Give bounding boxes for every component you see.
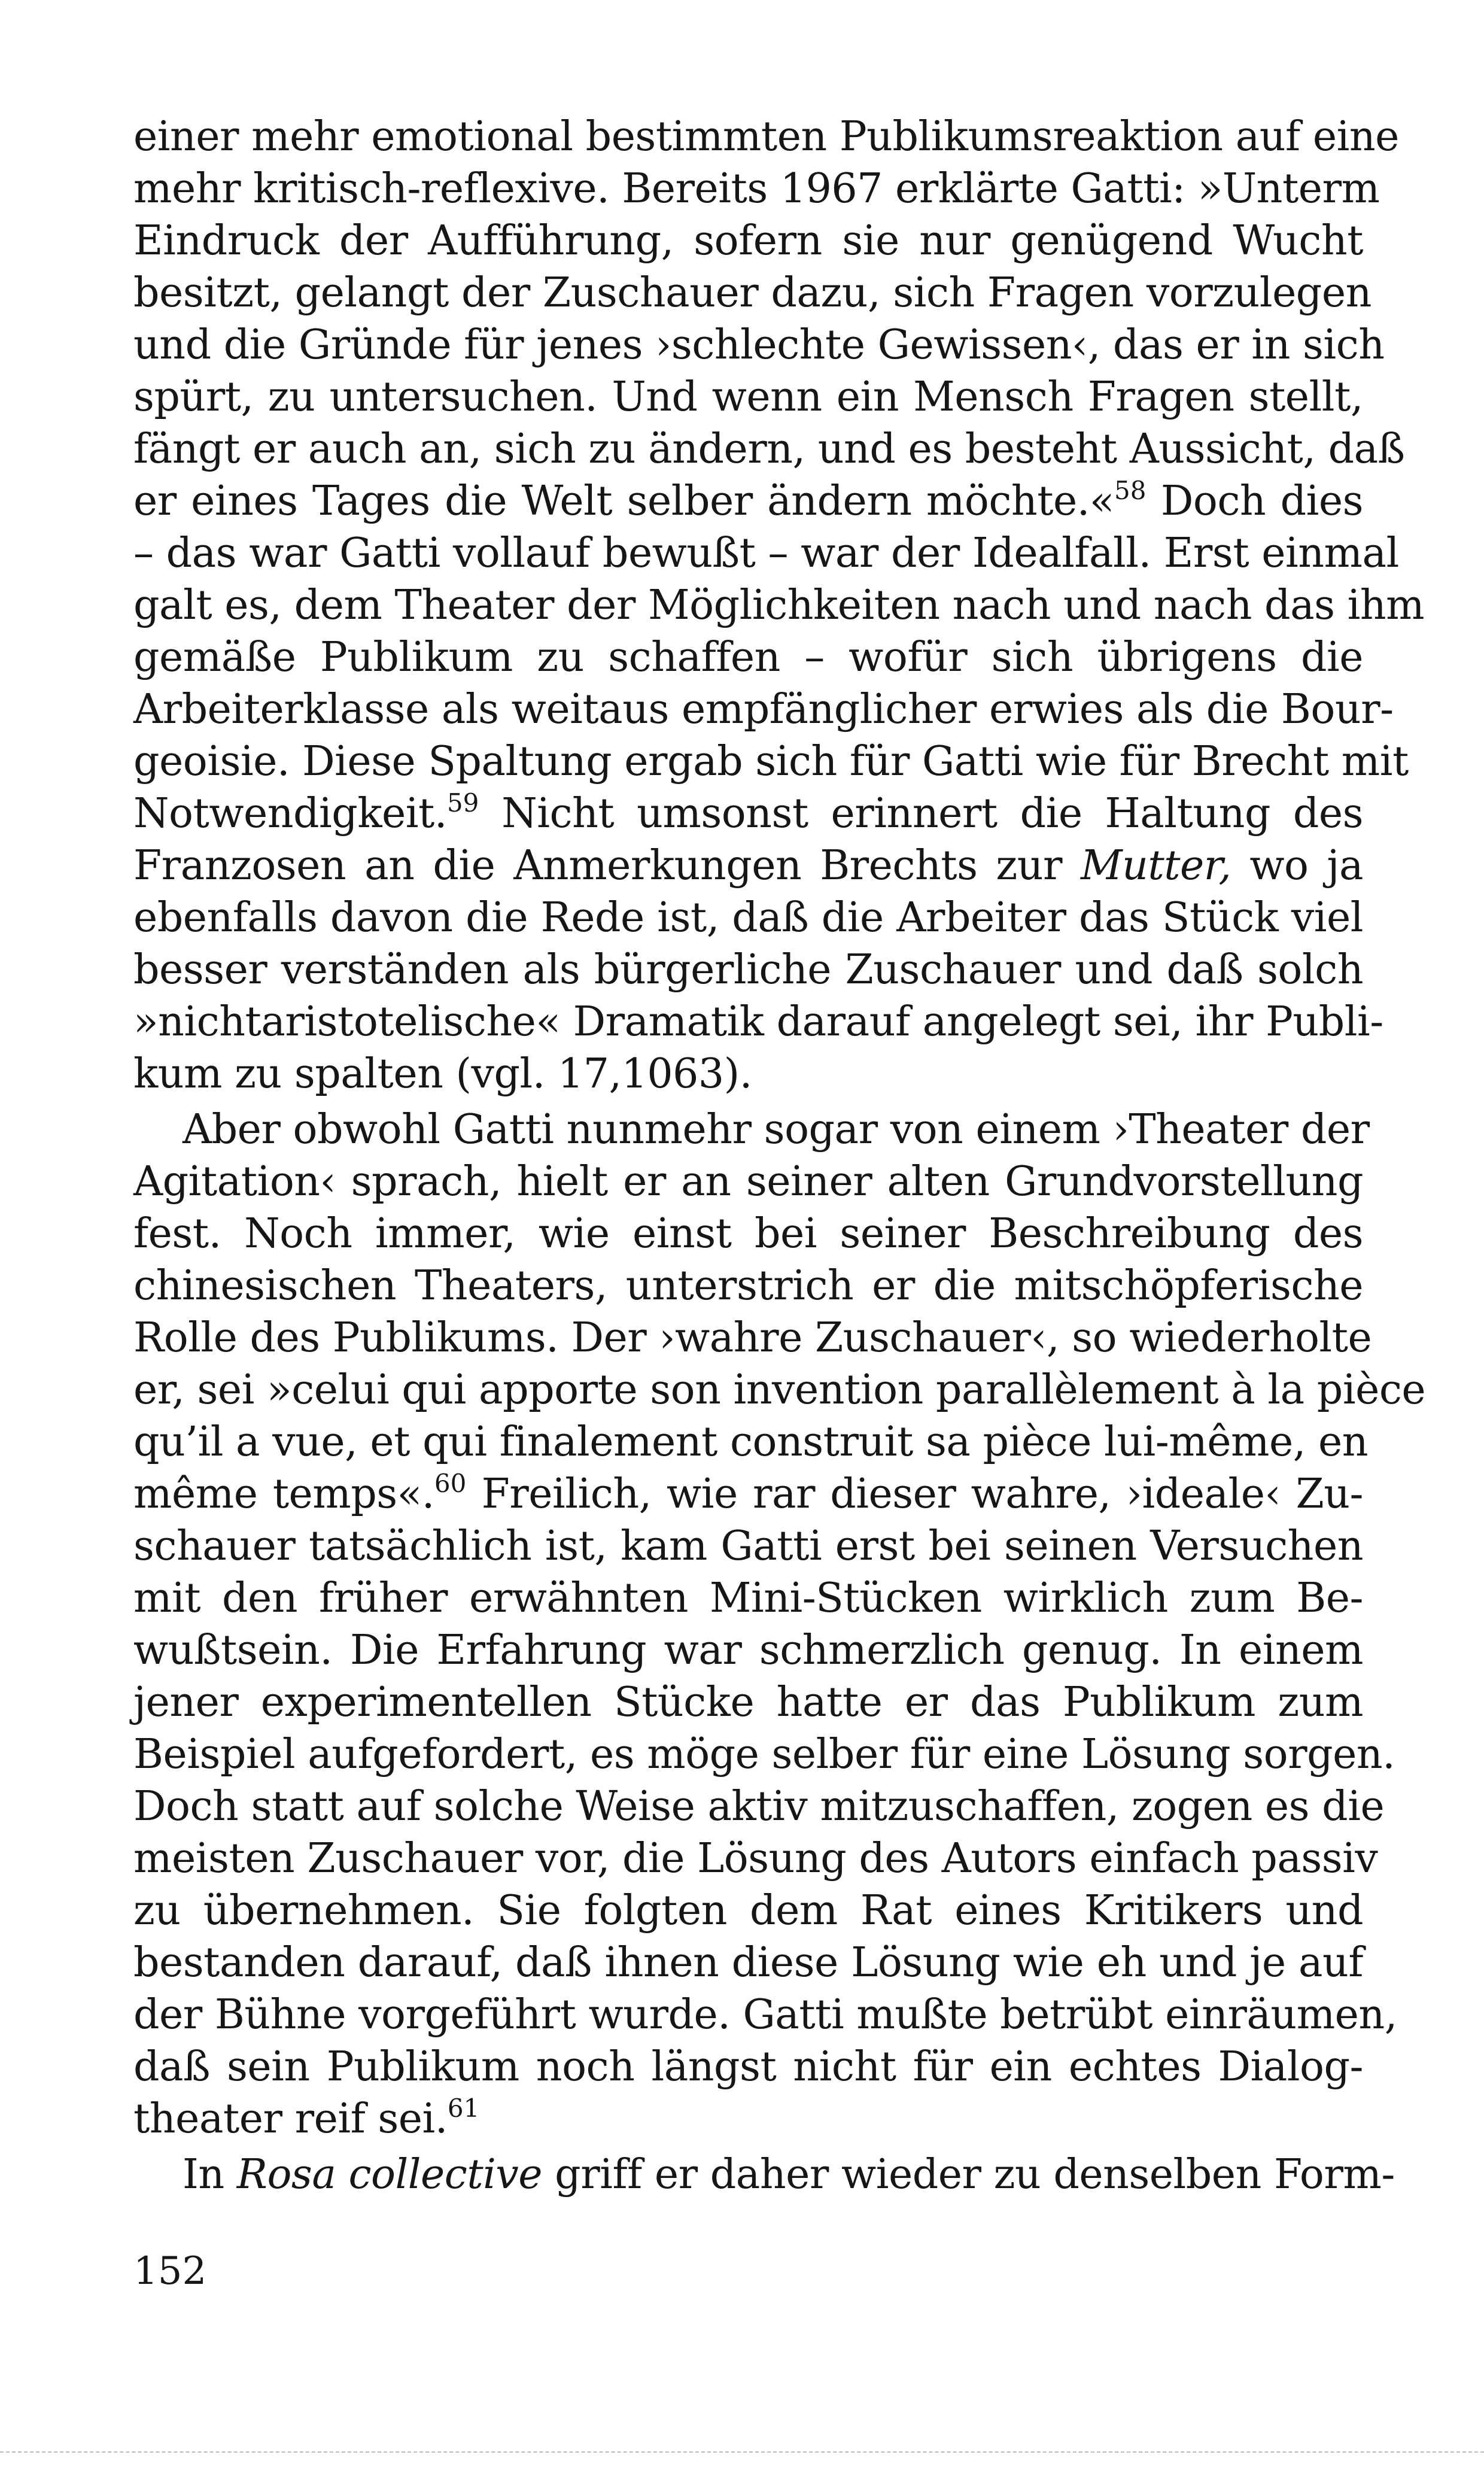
text-line: même temps«.$^{60}$ Freilich, wie rar dieser wahre, ›ideale‹ Zu-	[133, 1469, 1363, 1518]
text-line: fest. Noch immer, wie einst bei seiner Beschreibung des	[133, 1210, 1363, 1257]
text-line: galt es, dem Theater der Möglichkeiten nach und nach das ihm	[133, 582, 1425, 629]
text-line: wußtsein. Die Erfahrung war schmerzlich genug. In einem	[133, 1627, 1363, 1674]
text-line: Franzosen an die Anmerkungen Brechts zur Mutter, wo ja	[133, 842, 1363, 889]
text-line: »nichtaristotelische« Dramatik darauf angelegt sei, ihr Publi-	[133, 998, 1383, 1046]
text-line: spürt, zu untersuchen. Und wenn ein Mensch Fragen stellt,	[133, 373, 1363, 421]
body-text	[133, 111, 1426, 2201]
text-line: Agitation‹ sprach, hielt er an seiner alten Grundvorstellung	[133, 1158, 1363, 1205]
text-line: theater reif sei.$^{61}$	[133, 2094, 480, 2143]
footnote-ref-59: 59	[446, 788, 479, 818]
scan-edge-rule	[0, 2451, 1484, 2453]
text-line: Rolle des Publikums. Der ›wahre Zuschauer‹, so wiederholte	[133, 1314, 1372, 1362]
text-line: kum zu spalten (vgl. 17,1063).	[133, 1050, 752, 1098]
text-line: meisten Zuschauer vor, die Lösung des Autors einfach passiv	[133, 1835, 1378, 1882]
text-line: qu’il a vue, et qui finalement construit sa pièce lui-même, en	[133, 1418, 1368, 1466]
text-line: Doch statt auf solche Weise aktiv mitzuschaffen, zogen es die	[133, 1783, 1385, 1830]
text-line: bestanden darauf, daß ihnen diese Lösung wie eh und je auf	[133, 1939, 1363, 1986]
text-line: jener experimentellen Stücke hatte er das Publikum zum	[133, 1679, 1363, 1726]
text-line: besser verständen als bürgerliche Zuschauer und daß solch	[133, 946, 1363, 994]
footnote-ref-60: 60	[434, 1469, 467, 1498]
text-line: zu übernehmen. Sie folgten dem Rat eines Kritikers und	[133, 1887, 1363, 1934]
text-line: – das war Gatti vollauf bewußt – war der Idealfall. Erst einmal	[133, 530, 1399, 577]
text-line: fängt er auch an, sich zu ändern, und es besteht Aussicht, daß	[133, 426, 1405, 473]
page-number: 152	[133, 2249, 207, 2293]
paragraph-start: Aber obwohl Gatti nunmehr sogar von einem ›Theater der	[183, 1106, 1370, 1153]
paragraph-start: In Rosa collective griff er daher wieder zu denselben Form-	[183, 2151, 1395, 2198]
text-line: der Bühne vorgeführt wurde. Gatti mußte betrübt einräumen,	[133, 1991, 1397, 2038]
text-line: er eines Tages die Welt selber ändern möchte.«$^{58}$ Doch dies	[133, 476, 1363, 525]
text-line: mit den früher erwähnten Mini-Stücken wirklich zum Be-	[133, 1575, 1363, 1622]
text-line: besitzt, gelangt der Zuschauer dazu, sich Fragen vorzulegen	[133, 269, 1372, 317]
text-line: Arbeiterklasse als weitaus empfänglicher erwies als die Bour-	[133, 686, 1394, 733]
text-line: gemäße Publikum zu schaffen – wofür sich übrigens die	[133, 634, 1363, 681]
text-line: schauer tatsächlich ist, kam Gatti erst bei seinen Versuchen	[133, 1523, 1363, 1570]
work-title-rosa-collective: Rosa collective	[236, 2151, 543, 2198]
text-line: Notwendigkeit.$^{59}$ Nicht umsonst erinnert die Haltung des	[133, 788, 1363, 837]
text-line: Beispiel aufgefordert, es möge selber für eine Lösung sorgen.	[133, 1731, 1395, 1778]
text-line: und die Gründe für jenes ›schlechte Gewissen‹, das er in sich	[133, 321, 1385, 369]
text-line: daß sein Publikum noch längst nicht für ein echtes Dialog-	[133, 2043, 1363, 2091]
text-line: ebenfalls davon die Rede ist, daß die Arbeiter das Stück viel	[133, 894, 1363, 941]
text-line: einer mehr emotional bestimmten Publikumsreaktion auf eine	[133, 113, 1399, 160]
footnote-ref-58: 58	[1114, 476, 1147, 505]
text-line: chinesischen Theaters, unterstrich er die mitschöpferische	[133, 1262, 1363, 1310]
text-line: Eindruck der Aufführung, sofern sie nur genügend Wucht	[133, 217, 1363, 265]
footnote-ref-61: 61	[447, 2094, 480, 2123]
text-line: er, sei »celui qui apporte son invention parallèlement à la pièce	[133, 1366, 1426, 1414]
work-title-mutter: Mutter,	[1080, 842, 1231, 889]
text-line: geoisie. Diese Spaltung ergab sich für Gatti wie für Brecht mit	[133, 738, 1409, 785]
text-line: mehr kritisch-reflexive. Bereits 1967 erklärte Gatti: »Unterm	[133, 165, 1380, 212]
